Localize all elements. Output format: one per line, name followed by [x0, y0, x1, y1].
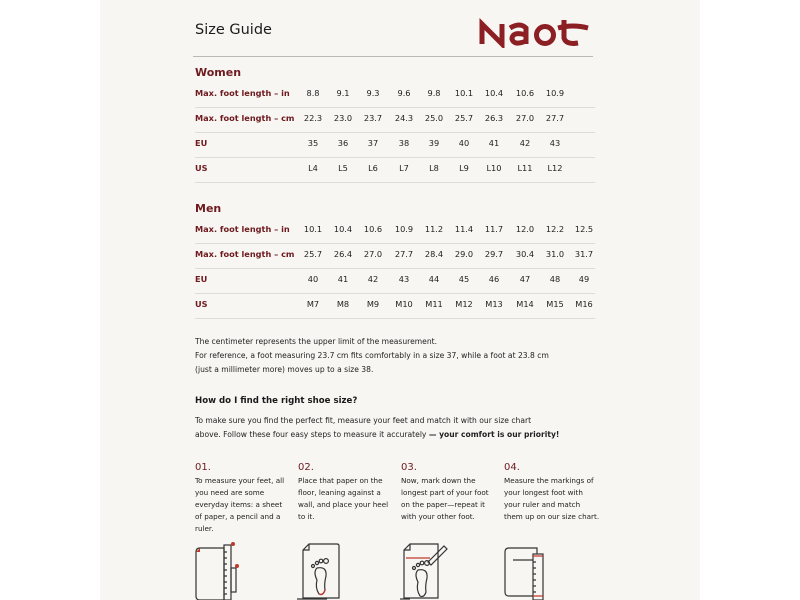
size-cell: 11.4 [454, 224, 474, 234]
paper-pencil-ruler-icon [194, 540, 244, 600]
size-cell: L4 [308, 163, 318, 173]
step-text: Place that paper on the floor, leaning against a wall, and place your heel to it. [298, 476, 389, 521]
row-label: EU [195, 274, 208, 284]
note-line-2: For reference, a foot measuring 23.7 cm fits comfortably in a size 37, while a foot at 23.8 cm [195, 351, 549, 360]
size-cell: 10.4 [333, 224, 353, 234]
size-cell: 41 [488, 138, 500, 148]
size-cell: 10.9 [545, 88, 565, 98]
size-cell: 42 [367, 274, 379, 284]
size-cell: 43 [549, 138, 561, 148]
size-cell: 9.1 [336, 88, 350, 98]
size-cell: L7 [399, 163, 409, 173]
table-row [195, 293, 595, 319]
size-cell: 22.3 [303, 113, 323, 123]
table-row [195, 82, 595, 108]
size-cell: M15 [546, 299, 564, 309]
size-cell: M8 [336, 299, 350, 309]
size-cell: 40 [458, 138, 470, 148]
size-cell: 49 [578, 274, 590, 284]
table-row [195, 157, 595, 183]
step-1 [195, 462, 291, 535]
women-heading: Women [195, 66, 242, 79]
table-row [195, 218, 595, 244]
note-line-3: (just a millimeter more) moves up to a size 38. [195, 365, 374, 374]
size-cell: 12.0 [515, 224, 535, 234]
size-cell: L8 [429, 163, 439, 173]
step-number: 02. [298, 462, 314, 473]
step-text: Measure the markings of your longest foot with your ruler and match them up on our size chart. [504, 476, 600, 521]
howto-line-2-emphasis: — your comfort is our priority! [428, 430, 560, 439]
table-row [195, 243, 595, 269]
header-divider [193, 56, 593, 57]
row-label: US [195, 163, 208, 173]
size-cell: 43 [398, 274, 410, 284]
size-cell: 12.2 [545, 224, 565, 234]
size-cell: 9.6 [397, 88, 411, 98]
size-cell: M9 [366, 299, 380, 309]
size-cell: L5 [338, 163, 348, 173]
step-text: To measure your feet, all you need are some everyday items: a sheet of paper, a pencil and a ruler. [195, 476, 285, 533]
size-cell: 25.0 [424, 113, 444, 123]
size-cell: L6 [368, 163, 378, 173]
paper-ruler-measure-icon [503, 540, 553, 600]
note-line-1: The centimeter represents the upper limit of the measurement. [195, 337, 438, 346]
size-cell: 10.1 [303, 224, 323, 234]
row-label: Max. foot length – cm [195, 113, 295, 123]
size-cell: 10.1 [454, 88, 474, 98]
size-cell: M12 [455, 299, 473, 309]
size-cell: 47 [519, 274, 531, 284]
size-cell: 27.0 [515, 113, 535, 123]
size-cell: 25.7 [454, 113, 474, 123]
size-cell: 27.7 [394, 249, 414, 259]
howto-line-2-text: above. Follow these four easy steps to measure it accurately [195, 430, 429, 439]
size-cell: 39 [428, 138, 440, 148]
size-cell: 46 [488, 274, 500, 284]
size-cell: 40 [307, 274, 319, 284]
size-cell: L10 [486, 163, 502, 173]
row-label: US [195, 299, 208, 309]
paper-mark-foot-icon [400, 540, 450, 600]
size-cell: 12.5 [574, 224, 594, 234]
size-cell: 27.0 [363, 249, 383, 259]
size-cell: 29.0 [454, 249, 474, 259]
size-cell: 9.8 [427, 88, 441, 98]
size-cell: 30.4 [515, 249, 535, 259]
size-cell: 27.7 [545, 113, 565, 123]
size-cell: 41 [337, 274, 349, 284]
size-cell: M7 [306, 299, 320, 309]
size-cell: 44 [428, 274, 440, 284]
size-cell: M13 [485, 299, 503, 309]
size-cell: L11 [517, 163, 533, 173]
howto-line-1: To make sure you find the perfect fit, measure your feet and match it with our size chart [195, 416, 532, 425]
row-label: EU [195, 138, 208, 148]
step-number: 04. [504, 462, 520, 473]
size-cell: 10.6 [363, 224, 383, 234]
step-3 [401, 462, 497, 523]
size-cell: 38 [398, 138, 410, 148]
step-4 [504, 462, 600, 523]
step-number: 01. [195, 462, 211, 473]
size-cell: 11.7 [484, 224, 504, 234]
row-label: Max. foot length – cm [195, 249, 295, 259]
table-row [195, 268, 595, 294]
size-cell: 42 [519, 138, 531, 148]
size-cell: 24.3 [394, 113, 414, 123]
size-cell: 10.4 [484, 88, 504, 98]
row-label: Max. foot length – in [195, 88, 290, 98]
step-2 [298, 462, 394, 523]
naot-logo [478, 14, 593, 48]
size-cell: 26.3 [484, 113, 504, 123]
table-row [195, 132, 595, 158]
size-cell: 28.4 [424, 249, 444, 259]
size-cell: 9.3 [366, 88, 380, 98]
size-cell: 26.4 [333, 249, 353, 259]
table-row [195, 107, 595, 133]
size-cell: M16 [575, 299, 593, 309]
paper-footprint-icon [297, 540, 347, 600]
size-cell: 23.7 [363, 113, 383, 123]
men-heading: Men [195, 202, 222, 215]
size-cell: 45 [458, 274, 470, 284]
size-cell: 31.0 [545, 249, 565, 259]
page-title: Size Guide [195, 22, 272, 38]
step-number: 03. [401, 462, 417, 473]
size-cell: L9 [459, 163, 469, 173]
size-cell: 8.8 [306, 88, 320, 98]
size-cell: 35 [307, 138, 319, 148]
size-cell: 10.6 [515, 88, 535, 98]
size-cell: 48 [549, 274, 561, 284]
howto-heading: How do I find the right shoe size? [195, 396, 358, 406]
size-cell: 25.7 [303, 249, 323, 259]
step-text: Now, mark down the longest part of your foot on the paper—repeat it with your other foot. [401, 476, 489, 521]
size-cell: M10 [395, 299, 413, 309]
size-cell: 10.9 [394, 224, 414, 234]
size-cell: 36 [337, 138, 349, 148]
howto-line-2 [195, 428, 559, 442]
size-cell: L12 [547, 163, 563, 173]
size-cell: M14 [516, 299, 534, 309]
size-cell: 37 [367, 138, 379, 148]
size-cell: 23.0 [333, 113, 353, 123]
size-cell: M11 [425, 299, 443, 309]
size-cell: 31.7 [574, 249, 594, 259]
size-cell: 29.7 [484, 249, 504, 259]
size-cell: 11.2 [424, 224, 444, 234]
row-label: Max. foot length – in [195, 224, 290, 234]
